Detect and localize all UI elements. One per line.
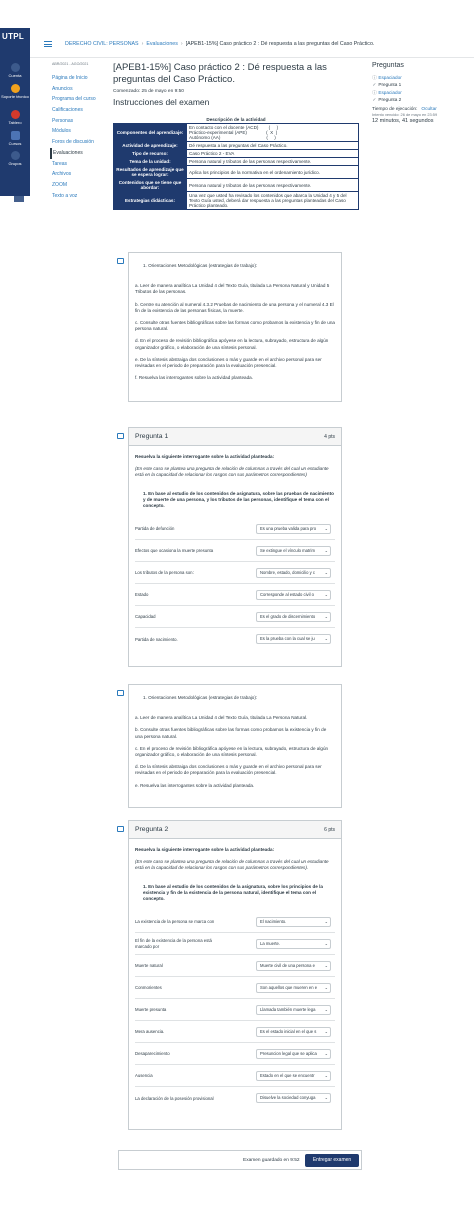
breadcrumb-separator-icon: › [141, 41, 144, 47]
chevron-down-icon: ⌄ [324, 918, 328, 924]
component-aa: Autónomo (AA) ( ) [189, 135, 276, 140]
spacer-paragraph: a. Leer de manera analítica La Unidad 4 del Texto Guía, titulada La Persona Natural. [135, 715, 308, 721]
info-icon: ⓘ [372, 89, 377, 95]
course-nav-syllabus[interactable]: Programa del curso [52, 96, 96, 103]
quiz-title: [APEB1-15%] Caso práctico 2 : Dé respuesta a las preguntas del Caso Práctico. [113, 62, 327, 85]
match-row [135, 1065, 335, 1087]
activity-value: Dé respuesta a las preguntas del Caso Práctico. [187, 142, 359, 150]
activity-label: Contenidos que se tiene que abordar: [114, 179, 187, 192]
match-select[interactable] [256, 1005, 331, 1015]
chevron-down-icon: ⌄ [324, 569, 328, 575]
course-term: ABR/2021 - AGO/2021 [52, 62, 89, 66]
match-selected-value: Estado en el que se encuentr [260, 1072, 315, 1078]
activity-value: Aplica los principios de la normativa en el ordenamiento jurídico. [187, 166, 359, 179]
question-card-2 [128, 820, 342, 1130]
quiz-footer [118, 1150, 362, 1170]
match-selected-value: Corresponde al estado civil o [260, 591, 315, 597]
match-row [135, 999, 335, 1021]
match-selected-value: Muerte civil de una persona e [260, 962, 315, 968]
chevron-down-icon: ⌄ [324, 984, 328, 990]
chevron-down-icon: ⌄ [324, 1072, 328, 1078]
course-nav-text-to-speech[interactable]: Texto a voz [52, 192, 78, 199]
quiz-main [113, 62, 361, 107]
match-row [135, 1043, 335, 1065]
hide-timer-link[interactable]: Ocultar [421, 107, 437, 113]
flag-question-icon[interactable] [117, 826, 124, 832]
spacer-paragraph: e. De la síntesis abstraiga dos conclusiones o más y guarde en el archivo personal para ser revisadas en el periodo de preparación para la evaluación presencial. [135, 356, 322, 369]
spacer-paragraph: b. Consulte otras fuentes bibliográficas sobre las formas como probamos la existencia y fin de una persona natural. [135, 727, 327, 739]
match-selected-value: Es la prueba con la cual se ju [260, 636, 315, 642]
match-row [135, 540, 335, 562]
activity-value: Caso Práctico 2 - EVA [187, 150, 359, 158]
sidebar-spacer-2[interactable] [372, 89, 472, 96]
chevron-down-icon: ⌄ [324, 1095, 328, 1101]
course-nav-home[interactable]: Página de Inicio [52, 75, 88, 81]
question-points: 6 pts [324, 827, 335, 833]
match-label: Los tributos de la persona son: [135, 570, 194, 576]
spacer-paragraph: f. Resuelva las interrogantes sobre la actividad planteada. [135, 375, 253, 381]
match-selected-value: Disuelve la sociedad conyuga [260, 1095, 316, 1101]
activity-label: Resultados de aprendizaje que se espera lograr: [114, 166, 187, 179]
spacer-paragraph: d. En el proceso de revisión bibliográfica apóyese en la lectura, subrayado, estructura de algún organizador gráfico, o elaboración de una síntesis personal. [135, 338, 329, 350]
activity-value [187, 124, 359, 142]
activity-label: Tema de la unidad: [114, 158, 187, 166]
chevron-down-icon: ⌄ [324, 1028, 328, 1034]
nav-dashboard[interactable] [0, 110, 30, 125]
questions-sidebar-title: Preguntas [372, 62, 404, 69]
course-nav-quizzes[interactable]: Evaluaciones [50, 148, 112, 159]
time-label-text: Tiempo de ejecución: [372, 107, 418, 113]
match-select[interactable] [256, 612, 331, 622]
chevron-down-icon: ⌄ [324, 547, 328, 553]
support-icon [11, 84, 20, 93]
chevron-down-icon: ⌄ [324, 636, 328, 642]
utpl-logo[interactable]: UTPL [2, 32, 25, 41]
sidebar-item-label: Pregunta 2 [378, 96, 402, 102]
chevron-down-icon: ⌄ [324, 962, 328, 968]
question-intro: Resuelva la siguiente interrogante sobre la actividad planteada: [135, 454, 275, 459]
check-icon: ✓ [372, 96, 377, 102]
match-label: Efectos que ocasiona la muerte presunta [135, 548, 214, 554]
question-card-1 [128, 427, 342, 667]
info-icon: ⓘ [372, 75, 377, 80]
match-select[interactable] [256, 1027, 331, 1037]
question-points: 4 pts [324, 434, 335, 440]
breadcrumb-course[interactable]: DERECHO CIVIL: PERSONAS [65, 41, 139, 47]
sidebar-item-label: Pregunta 1 [378, 82, 402, 88]
match-label: Ausencia [135, 1073, 153, 1079]
match-row [135, 584, 335, 606]
chevron-down-icon: ⌄ [324, 613, 328, 619]
instructions-heading: Instrucciones del examen [113, 97, 210, 107]
question-header [129, 821, 341, 839]
saved-status: Examen guardado en 9:52 [243, 1158, 300, 1163]
match-label: El fin de la existencia de la persona está marcado por [135, 938, 212, 949]
breadcrumb-separator-icon: › [180, 41, 183, 47]
component-acd: En contacto con el docente (ACD) ( ) [189, 125, 279, 130]
spacer-paragraph: c. En el proceso de revisión bibliográfica apóyese en la lectura, subrayado, estructura de algún organizador gráfico, o elaboración de una síntesis personal. [135, 745, 329, 758]
match-label: Partida de nacimiento. [135, 636, 178, 642]
match-selected-value: Presuncion legal que se aplica [260, 1050, 317, 1056]
course-nav-files[interactable]: Archivos [52, 171, 72, 178]
match-select[interactable] [256, 1093, 331, 1103]
match-selected-value: Es el estado inicial en el que s [260, 1028, 317, 1034]
nav-courses-label: Cursos [8, 141, 22, 146]
spacer-heading: 1. Orientaciones Metodológicas (estrategias de trabajo): [143, 695, 258, 700]
match-label: Muerte natural [135, 963, 163, 969]
nav-account-label: Cuenta [8, 73, 22, 78]
match-select[interactable] [256, 917, 331, 927]
activity-label: Componentes del aprendizaje: [114, 124, 187, 142]
course-nav-modules[interactable]: Módulos [52, 128, 71, 135]
match-select[interactable] [256, 546, 331, 556]
match-selected-value: La muerte. [260, 940, 281, 946]
activity-value: Persona natural y tributos de las personas respectivamente. [187, 179, 359, 192]
quiz-started: Comenzado: 25 de mayo en 9:50 [113, 89, 184, 94]
match-select[interactable] [256, 961, 331, 971]
match-selected-value: Se extingue el vínculo matrim [260, 547, 315, 553]
match-selected-value: Es una prueba valida para pro [260, 525, 317, 531]
account-icon [11, 63, 20, 72]
spacer-card-1 [128, 252, 342, 402]
flag-question-icon[interactable] [117, 690, 124, 696]
spacer-paragraph: c. Consulte otras fuentes bibliográficas sobre las formas como probamos la existencia y fin de una persona natural. [135, 320, 335, 332]
breadcrumb-current: [APEB1-15%] Caso práctico 2 : Dé respuesta a las preguntas del Caso Práctico. [185, 41, 375, 47]
match-row [135, 1087, 335, 1109]
match-label: Muerte presunta [135, 1007, 167, 1013]
question-intro: Resuelva la siguiente interrogante sobre la actividad planteada: [135, 847, 275, 852]
sidebar-spacer-1[interactable] [372, 74, 472, 81]
nav-support[interactable] [0, 84, 30, 99]
collapse-nav-icon[interactable] [14, 208, 22, 216]
page-header [30, 28, 474, 58]
spacer-paragraph: a. Leer de manera analítica La Unidad 4 del Texto Guía, titulada La Persona Natural y Unidad 5 Tributos de las personas. [135, 283, 330, 295]
question-note: (En este caso se plantea una pregunta de relación de columnas a través del cual un estudiante está en la capacidad de relacionar los rasgos con sus parámetros correspondientes). [135, 859, 329, 871]
sidebar-item-label: Espaciador [378, 89, 402, 95]
match-row [135, 628, 335, 650]
match-select[interactable] [256, 939, 331, 949]
match-row [135, 606, 335, 628]
course-nav [50, 62, 112, 201]
match-select[interactable] [256, 568, 331, 578]
match-row [135, 911, 335, 933]
spacer-paragraph: e. Resuelva las interrogantes sobre la actividad planteada. [135, 782, 255, 788]
check-icon: ✓ [372, 82, 377, 88]
activity-label: Estrategias didácticas: [114, 192, 187, 210]
sidebar-question-1[interactable] [372, 81, 472, 88]
match-label: Mera ausencia. [135, 1029, 165, 1035]
chevron-down-icon: ⌄ [324, 591, 328, 597]
questions-sidebar [372, 62, 472, 124]
match-row [135, 933, 335, 955]
question-prompt: 1. En base al estudio de los contenidos de la asignatura, sobre los principios de la existencia y fin de la existencia de la persona natural, identifique el tema con el concepto. [143, 883, 323, 902]
question-prompt: 1. En base al estudio de los contenidos de asignatura, sobre las pruebas de nacimiento y de muerte de una persona, y los tributos de las personas, identifique el tema con el concepto. [143, 490, 334, 509]
match-selected-value: Llamada también muerte lega [260, 1006, 316, 1012]
hamburger-menu-icon[interactable] [44, 41, 52, 47]
elapsed-time: 12 minutos, 41 segundos [372, 118, 434, 125]
chevron-down-icon: ⌄ [324, 1006, 328, 1012]
flag-question-icon[interactable] [117, 258, 124, 264]
spacer-paragraph: d. De la síntesis abstraiga dos conclusiones o más y guarde en el archivo personal para ser revisadas en el periodo de preparación para la evaluación presencial. [135, 764, 322, 776]
breadcrumb [65, 41, 374, 47]
match-row [135, 977, 335, 999]
nav-dashboard-label: Tablero [8, 120, 22, 125]
question-title: Pregunta 1 [135, 433, 169, 440]
match-selected-value: Es el grado de discernimiento [260, 613, 316, 619]
nav-groups[interactable] [0, 151, 30, 166]
match-row [135, 562, 335, 584]
course-nav-zoom[interactable]: ZOOM [52, 181, 67, 188]
courses-icon [11, 131, 20, 140]
breadcrumb-quizzes[interactable]: Evaluaciones [146, 41, 178, 47]
match-row [135, 1021, 335, 1043]
match-row [135, 955, 335, 977]
question-title: Pregunta 2 [135, 826, 169, 833]
match-select[interactable] [256, 524, 331, 534]
course-nav-discussions[interactable]: Foros de discusión [52, 139, 94, 146]
match-select[interactable] [256, 983, 331, 993]
chevron-down-icon: ⌄ [324, 1050, 328, 1056]
nav-account[interactable] [0, 63, 30, 78]
flag-question-icon[interactable] [117, 433, 124, 439]
attempt-due: Intento vencido: 26 de mayo en 23:59 [372, 112, 438, 118]
activity-value: Una vez que usted ha revisado los contenidos que abarca la Unidad 4 y 5 del Texto Guía usted, deberá dar respuesta a las preguntas planteadas del Caso Práctico planteado. [187, 192, 359, 210]
spacer-card-2 [128, 684, 342, 808]
course-nav-announcements[interactable]: Anuncios [52, 85, 73, 92]
match-select[interactable] [256, 634, 331, 644]
nav-courses[interactable] [0, 131, 30, 146]
match-selected-value: Son aquellos que mueren en e [260, 984, 318, 990]
match-label: Capacidad [135, 614, 156, 620]
question-note: (En este caso se plantea una pregunta de relación de columnas a través del cual un estudiante está en la capacidad de relacionar los rasgos con sus parámetros correspondientes) [135, 466, 329, 478]
match-selected-value: El nacimiento. [260, 918, 287, 924]
activity-table-header: Descripción de la actividad [206, 117, 266, 122]
spacer-paragraph: b. Centre su atención al numeral 4.3.2 Pruebas de nacimiento de una persona y el numeral 4.3 El fin de la existencia de las personas físicas, la muerte. [135, 301, 334, 313]
nav-groups-label: Grupos [8, 161, 22, 166]
match-label: La existencia de la persona se marca con [135, 919, 215, 925]
sidebar-item-label: Espaciador [378, 75, 402, 80]
submit-quiz-button[interactable]: Entregar examen [305, 1154, 359, 1167]
groups-icon [11, 151, 20, 160]
help-icon[interactable] [14, 196, 24, 202]
dashboard-icon [11, 110, 20, 119]
match-select[interactable] [256, 1049, 331, 1059]
match-select[interactable] [256, 1071, 331, 1081]
match-label: Conmorientes [135, 985, 162, 991]
activity-label: Actividad de aprendizaje: [114, 142, 187, 150]
match-label: Estado [135, 592, 149, 598]
match-select[interactable] [256, 590, 331, 600]
spacer-heading: 1. Orientaciones Metodológicas (estrategias de trabajo): [143, 263, 258, 268]
match-label: Partida de defunción [135, 526, 175, 532]
match-row [135, 518, 335, 540]
activity-label: Tipo de recurso: [114, 150, 187, 158]
component-ape: Práctico-experimental (APE) ( X ) [189, 130, 278, 135]
course-nav-people[interactable]: Personas [52, 117, 74, 124]
global-nav [0, 28, 30, 196]
sidebar-question-2[interactable] [372, 96, 472, 103]
match-label: La declaración de la posesión provisional [135, 1095, 214, 1101]
match-selected-value: Nombre, estado, domicilio y c [260, 569, 315, 575]
course-nav-assignments[interactable]: Tareas [52, 160, 68, 167]
chevron-down-icon: ⌄ [324, 525, 328, 531]
match-label: Desaparecimiento [135, 1051, 170, 1057]
activity-table [113, 117, 359, 210]
course-nav-grades[interactable]: Calificaciones [52, 107, 83, 114]
chevron-down-icon: ⌄ [324, 940, 328, 946]
activity-value: Persona natural y tributos de las personas respectivamente. [187, 158, 359, 166]
nav-support-label: Soporte técnico [1, 94, 29, 99]
question-header [129, 428, 341, 446]
